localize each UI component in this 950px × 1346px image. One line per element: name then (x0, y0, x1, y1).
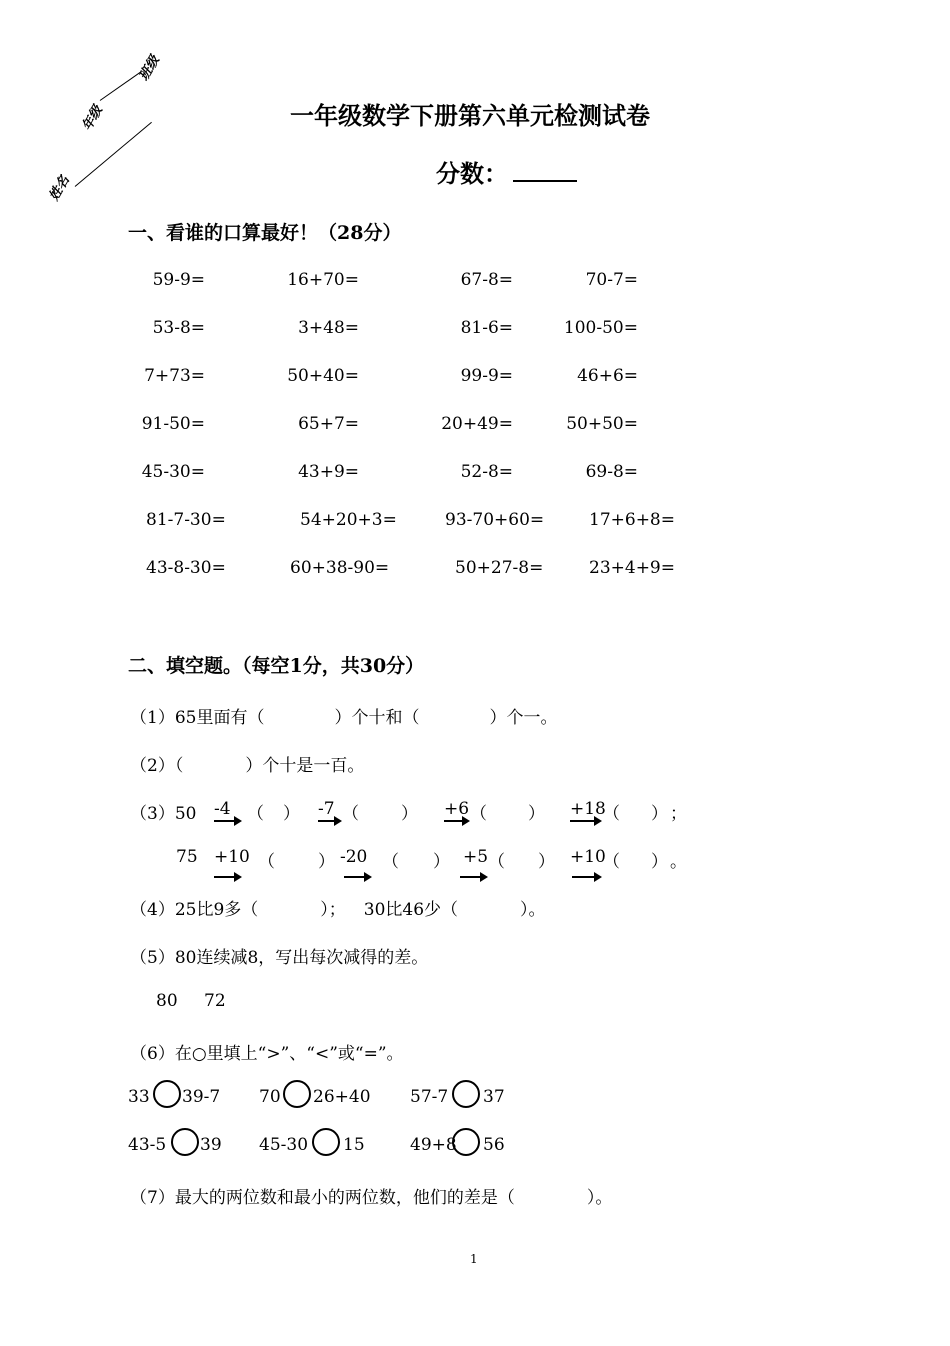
q3-row2-end: 。 (670, 852, 687, 872)
arrow-icon (572, 876, 600, 878)
q3-paren-r: ） (651, 804, 668, 824)
q7-text-b: ）。 (586, 1188, 613, 1208)
arrow-icon (570, 820, 600, 822)
q5-value-1: 80 (156, 991, 178, 1011)
q3-paren-l: （ (488, 852, 505, 872)
side-label-class: 班级 (136, 53, 163, 84)
q1-text-c: ）个一。 (489, 708, 558, 728)
calc-item: 70-7= (585, 270, 638, 290)
q3-paren-r: ） (528, 804, 545, 824)
compare-circle[interactable] (312, 1128, 340, 1156)
calc-item: 60+38-90= (290, 558, 390, 578)
q3-paren-l: （ (247, 804, 264, 824)
q3-paren-l: （ (382, 852, 399, 872)
q4-text-a: （4）25比9多（ (130, 900, 259, 920)
calc-item: 23+4+9= (589, 558, 675, 578)
side-line-grade (100, 71, 142, 100)
q7 (130, 1183, 612, 1208)
q2-text-a: （2）（ (130, 756, 184, 776)
calc-item: 67-8= (460, 270, 513, 290)
arrow-icon (444, 820, 468, 822)
calc-item: 50+27-8= (455, 558, 544, 578)
q6-right: 56 (483, 1135, 505, 1155)
q3-op-6: -20 (340, 847, 368, 867)
calc-item: 43+9= (298, 462, 359, 482)
calc-item: 81-6= (460, 318, 513, 338)
calc-item: 99-9= (460, 366, 513, 386)
q6-right: 26+40 (313, 1087, 371, 1107)
compare-circle[interactable] (452, 1128, 480, 1156)
q6-right: 39-7 (182, 1087, 221, 1107)
calc-item: 46+6= (577, 366, 638, 386)
q6-left: 49+8 (410, 1135, 457, 1155)
q3-op-7: +5 (463, 847, 489, 867)
q2 (130, 751, 364, 776)
q7-text-a: （7）最大的两位数和最小的两位数，他们的差是（ (130, 1188, 515, 1208)
compare-circle[interactable] (452, 1080, 480, 1108)
q6-left: 70 (259, 1087, 281, 1107)
q3-label: （3）50 (130, 804, 197, 824)
q3-op-2: -7 (318, 799, 335, 819)
q4-text-b: ）； (320, 900, 346, 920)
page-number: 1 (470, 1252, 478, 1266)
q3-op-5: +10 (214, 847, 250, 867)
q4-text-d: ）。 (520, 900, 546, 920)
q3-paren-l: （ (470, 804, 487, 824)
q6-text: （6）在○里填上“>”、“<”或“=”。 (130, 1044, 404, 1064)
q3-paren-r: ） (433, 852, 450, 872)
calc-item: 52-8= (460, 462, 513, 482)
q6-left: 57-7 (410, 1087, 449, 1107)
q4-text-c: 30比46少（ (363, 900, 459, 920)
q3-op-8: +10 (570, 847, 606, 867)
calc-item: 45-30= (141, 462, 205, 482)
section1-heading: 一、看谁的口算最好！（28分） (128, 222, 402, 244)
calc-item: 3+48= (298, 318, 359, 338)
q3-row1-end: ； (670, 804, 687, 824)
q3-op-4: +18 (570, 799, 606, 819)
q3-paren-r: ） (318, 852, 335, 872)
calc-item: 43-8-30= (146, 558, 226, 578)
q3-paren-r: ） (401, 804, 418, 824)
side-label-name: 姓名 (46, 173, 73, 204)
q6-right: 37 (483, 1087, 505, 1107)
arrow-icon (214, 820, 240, 822)
arrow-icon (460, 876, 486, 878)
calc-item: 91-50= (141, 414, 205, 434)
q5-text: （5）80连续减8，写出每次减得的差。 (130, 948, 429, 968)
q1-text-a: （1）65里面有（ (130, 708, 265, 728)
q6-left: 45-30 (259, 1135, 309, 1155)
compare-circle[interactable] (283, 1080, 311, 1108)
q3-paren-l: （ (342, 804, 359, 824)
q3-op-3: +6 (444, 799, 470, 819)
compare-circle[interactable] (153, 1080, 181, 1108)
q3-paren-l: （ (258, 852, 275, 872)
calc-item: 7+73= (144, 366, 205, 386)
calc-item: 54+20+3= (300, 510, 397, 530)
q3-paren-r: ） (651, 852, 668, 872)
calc-item: 93-70+60= (445, 510, 545, 530)
calc-item: 16+70= (287, 270, 359, 290)
q3-start-2: 75 (176, 847, 198, 867)
q6-right: 15 (343, 1135, 365, 1155)
calc-item: 17+6+8= (589, 510, 675, 530)
compare-circle[interactable] (171, 1128, 199, 1156)
calc-item: 65+7= (298, 414, 359, 434)
q4 (130, 895, 546, 920)
calc-item: 100-50= (563, 318, 638, 338)
arrow-icon (318, 820, 340, 822)
q6-left: 33 (128, 1087, 150, 1107)
calc-item: 69-8= (585, 462, 638, 482)
q3-paren-l: （ (603, 852, 620, 872)
arrow-icon (214, 876, 240, 878)
q3-paren-r: ） (283, 804, 300, 824)
q3-op-1: -4 (214, 799, 231, 819)
score-label: 分数： (436, 159, 508, 188)
q1-text-b: ）个十和（ (334, 708, 420, 728)
q1 (130, 703, 557, 728)
q2-text-b: ）个十是一百。 (245, 756, 365, 776)
side-label-grade: 年级 (79, 103, 106, 134)
q3-paren-r: ） (538, 852, 555, 872)
score-blank[interactable] (513, 180, 577, 182)
section2-heading: 二、填空题。（每空1分，共30分） (128, 655, 425, 677)
calc-item: 53-8= (152, 318, 205, 338)
q6-right: 39 (200, 1135, 222, 1155)
side-line-name (75, 122, 152, 187)
arrow-icon (344, 876, 370, 878)
q5-value-2: 72 (204, 991, 226, 1011)
page-title: 一年级数学下册第六单元检测试卷 (290, 101, 650, 130)
calc-item: 50+40= (287, 366, 359, 386)
calc-item: 81-7-30= (146, 510, 226, 530)
calc-item: 20+49= (441, 414, 513, 434)
calc-item: 59-9= (152, 270, 205, 290)
q6-left: 43-5 (128, 1135, 167, 1155)
calc-item: 50+50= (566, 414, 638, 434)
q3-paren-l: （ (603, 804, 620, 824)
